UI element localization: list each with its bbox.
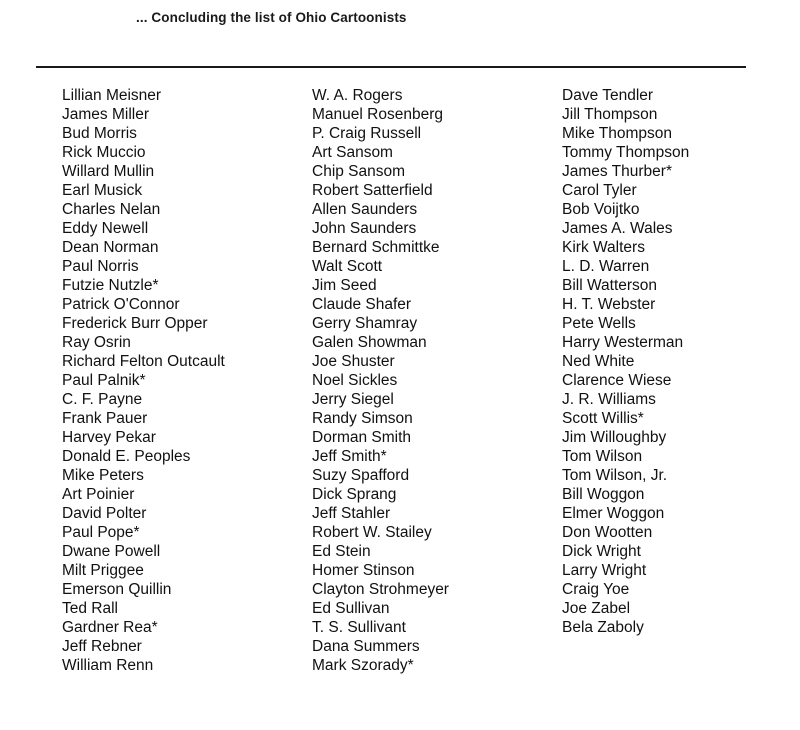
cartoonist-name: James A. Wales xyxy=(562,220,673,237)
cartoonist-name: Claude Shafer xyxy=(312,296,412,313)
cartoonist-name: Jim Seed xyxy=(312,277,377,294)
cartoonist-name: Jill Thompson xyxy=(562,106,658,123)
cartoonist-name: Ed Sullivan xyxy=(312,600,390,617)
cartoonist-name: W. A. Rogers xyxy=(312,87,403,104)
cartoonist-name: James Miller xyxy=(62,106,149,123)
cartoonist-name: Jerry Siegel xyxy=(312,391,394,408)
cartoonist-name: John Saunders xyxy=(312,220,417,237)
horizontal-rule xyxy=(36,66,746,68)
cartoonist-name: Clayton Strohmeyer xyxy=(312,581,449,598)
cartoonist-name: Art Poinier xyxy=(62,486,135,503)
cartoonist-name: Joe Shuster xyxy=(312,353,395,370)
cartoonist-name: Bill Watterson xyxy=(562,277,658,294)
cartoonist-name: Bernard Schmittke xyxy=(312,239,440,256)
cartoonist-name: Ned White xyxy=(562,353,635,370)
cartoonist-name: H. T. Webster xyxy=(562,296,656,313)
cartoonist-name: Robert Satterfield xyxy=(312,182,433,199)
cartoonist-name: Futzie Nutzle* xyxy=(62,277,159,294)
cartoonist-name: Dean Norman xyxy=(62,239,159,256)
cartoonist-name: Tom Wilson xyxy=(562,448,643,465)
cartoonist-name: Rick Muccio xyxy=(62,144,146,161)
cartoonist-name: Jim Willoughby xyxy=(562,429,667,446)
cartoonist-name: Don Wootten xyxy=(562,524,653,541)
cartoonist-name: Frederick Burr Opper xyxy=(62,315,208,332)
names-column-1 xyxy=(62,86,225,675)
cartoonist-name: Harvey Pekar xyxy=(62,429,156,446)
cartoonist-name: Clarence Wiese xyxy=(562,372,672,389)
cartoonist-name: Lillian Meisner xyxy=(62,87,162,104)
cartoonist-name: Earl Musick xyxy=(62,182,143,199)
cartoonist-name: Bud Morris xyxy=(62,125,137,142)
cartoonist-name: Tom Wilson, Jr. xyxy=(562,467,668,484)
cartoonist-name: Robert W. Stailey xyxy=(312,524,432,541)
cartoonist-name: Dwane Powell xyxy=(62,543,161,560)
cartoonist-name: Bob Voijtko xyxy=(562,201,640,218)
cartoonist-name: Emerson Quillin xyxy=(62,581,172,598)
cartoonist-name: Elmer Woggon xyxy=(562,505,665,522)
cartoonist-name: Joe Zabel xyxy=(562,600,631,617)
cartoonist-name: Patrick O'Connor xyxy=(62,296,180,313)
cartoonist-name: Art Sansom xyxy=(312,144,393,161)
cartoonist-name: Craig Yoe xyxy=(562,581,630,598)
cartoonist-name: Bela Zaboly xyxy=(562,619,644,636)
cartoonist-name: Scott Willis* xyxy=(562,410,644,427)
cartoonist-name: David Polter xyxy=(62,505,147,522)
cartoonist-name: Allen Saunders xyxy=(312,201,418,218)
cartoonist-name: Larry Wright xyxy=(562,562,647,579)
cartoonist-name: Walt Scott xyxy=(312,258,383,275)
cartoonist-name: Dick Wright xyxy=(562,543,641,560)
cartoonist-name: Gerry Shamray xyxy=(312,315,418,332)
cartoonist-name: Kirk Walters xyxy=(562,239,645,256)
cartoonist-name: Milt Priggee xyxy=(62,562,144,579)
cartoonist-name: Pete Wells xyxy=(562,315,636,332)
cartoonist-name: Charles Nelan xyxy=(62,201,161,218)
cartoonist-name: Mike Thompson xyxy=(562,125,672,142)
cartoonist-name: Ray Osrin xyxy=(62,334,131,351)
cartoonist-name: Ed Stein xyxy=(312,543,371,560)
cartoonist-name: Ted Rall xyxy=(62,600,118,617)
names-column-3 xyxy=(562,86,689,637)
names-column-2 xyxy=(312,86,449,675)
cartoonist-name: L. D. Warren xyxy=(562,258,650,275)
cartoonist-name: Paul Pope* xyxy=(62,524,140,541)
cartoonist-name: Randy Simson xyxy=(312,410,413,427)
cartoonist-name: Paul Norris xyxy=(62,258,139,275)
cartoonist-name: Suzy Spafford xyxy=(312,467,410,484)
page-heading: ... Concluding the list of Ohio Cartoonists xyxy=(136,10,407,25)
cartoonist-name: Harry Westerman xyxy=(562,334,684,351)
cartoonist-name: Noel Sickles xyxy=(312,372,398,389)
cartoonist-name: Donald E. Peoples xyxy=(62,448,191,465)
cartoonist-name: Jeff Smith* xyxy=(312,448,387,465)
cartoonist-name: Richard Felton Outcault xyxy=(62,353,225,370)
cartoonist-name: James Thurber* xyxy=(562,163,672,180)
cartoonist-name: Willard Mullin xyxy=(62,163,155,180)
cartoonist-name: T. S. Sullivant xyxy=(312,619,406,636)
cartoonist-name: Frank Pauer xyxy=(62,410,148,427)
cartoonist-name: Eddy Newell xyxy=(62,220,149,237)
cartoonist-name: Gardner Rea* xyxy=(62,619,158,636)
cartoonist-name: Dave Tendler xyxy=(562,87,654,104)
cartoonist-name: Chip Sansom xyxy=(312,163,406,180)
cartoonist-name: Dana Summers xyxy=(312,638,420,655)
cartoonist-name: Mike Peters xyxy=(62,467,144,484)
cartoonist-name: Jeff Rebner xyxy=(62,638,142,655)
cartoonist-name: Tommy Thompson xyxy=(562,144,690,161)
cartoonist-name: William Renn xyxy=(62,657,154,674)
cartoonist-name: J. R. Williams xyxy=(562,391,656,408)
cartoonist-name: C. F. Payne xyxy=(62,391,143,408)
cartoonist-name: Homer Stinson xyxy=(312,562,415,579)
cartoonist-name: Bill Woggon xyxy=(562,486,645,503)
cartoonist-name: P. Craig Russell xyxy=(312,125,422,142)
cartoonist-name: Jeff Stahler xyxy=(312,505,391,522)
cartoonist-name: Carol Tyler xyxy=(562,182,637,199)
cartoonist-name: Paul Palnik* xyxy=(62,372,146,389)
cartoonist-name: Dorman Smith xyxy=(312,429,412,446)
cartoonist-name: Manuel Rosenberg xyxy=(312,106,443,123)
cartoonist-name: Dick Sprang xyxy=(312,486,397,503)
cartoonist-name: Mark Szorady* xyxy=(312,657,414,674)
cartoonist-name: Galen Showman xyxy=(312,334,427,351)
